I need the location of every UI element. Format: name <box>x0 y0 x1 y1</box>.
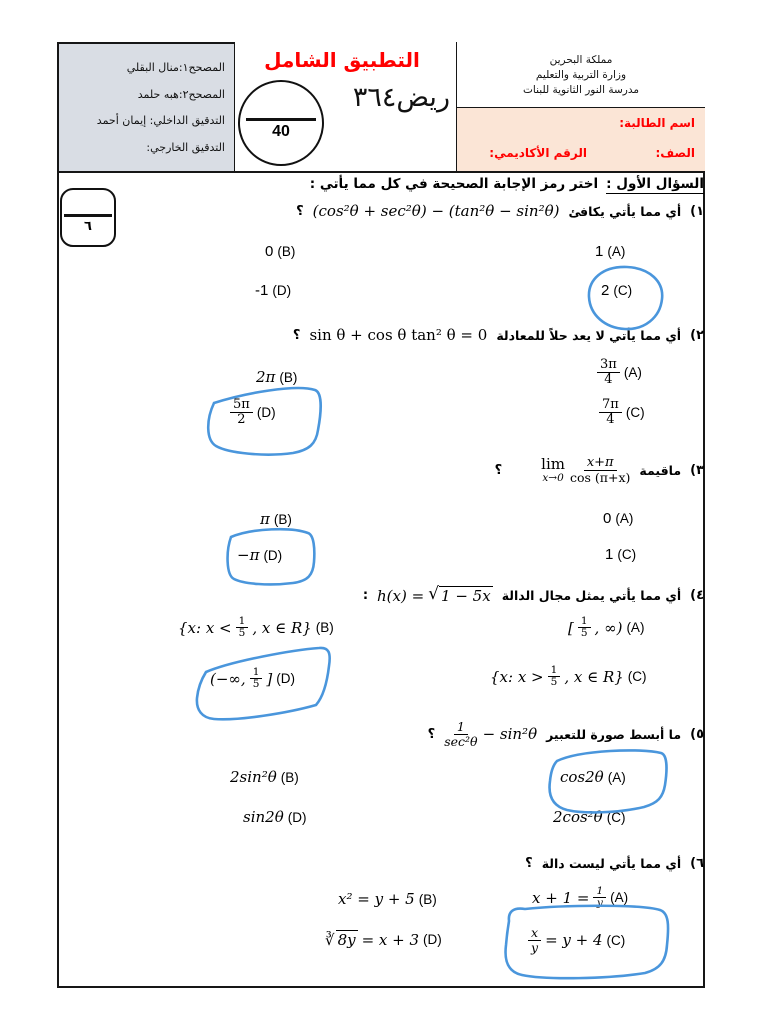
radical-sign: √ <box>428 584 440 604</box>
fraction-denominator: sec²θ <box>444 733 478 749</box>
option-letter: (B) <box>315 620 334 636</box>
q3-option-b <box>260 510 292 528</box>
q6-option-a <box>532 886 628 909</box>
ministry-line: وزارة التربية والتعليم <box>535 68 627 81</box>
option-value: 0 <box>265 243 274 260</box>
option-value: 2 <box>601 282 610 299</box>
option-suffix: ] <box>266 669 273 688</box>
option-value: −π <box>237 546 260 564</box>
q6-option-d <box>325 930 442 949</box>
expression-rest: − sin²θ <box>482 725 538 744</box>
fraction-denominator: 2 <box>237 412 246 428</box>
fraction-numerator: x <box>528 926 541 941</box>
option-letter: (B) <box>279 369 298 385</box>
limit-fraction <box>570 456 630 485</box>
question-score-box <box>60 188 116 247</box>
fraction-numerator: 1 <box>548 665 561 677</box>
option-value: 2sin²θ <box>230 768 277 786</box>
question-number: ٥) <box>690 726 704 742</box>
question-text: أي مما يأتي يمثل مجال الدالة <box>501 588 682 603</box>
question-math: sin θ + cos θ tan² θ = 0 <box>309 326 488 344</box>
option-letter: (B) <box>418 891 437 907</box>
total-mark: 40 <box>272 123 290 140</box>
option-letter: (D) <box>272 283 292 298</box>
option-fraction <box>593 886 606 909</box>
option-letter: (A) <box>607 244 626 259</box>
question-mark: ؟ <box>494 463 503 479</box>
option-letter: (D) <box>423 932 442 947</box>
question-number: ١) <box>690 203 704 219</box>
limit-expression <box>541 456 630 485</box>
fraction-denominator: 4 <box>606 412 615 428</box>
q6-option-b <box>338 890 437 908</box>
question-number: ٣) <box>690 463 704 479</box>
q2-option-a <box>597 358 642 388</box>
option-prefix: [ <box>568 618 574 637</box>
title-box <box>235 42 457 173</box>
option-fraction <box>548 665 561 688</box>
fraction-numerator: 1 <box>454 720 468 735</box>
option-value: cos2θ <box>560 768 604 786</box>
q4-option-d <box>210 667 295 690</box>
academic-number-label: الرقم الأكاديمي: <box>489 146 587 160</box>
option-value: 2π <box>256 368 276 386</box>
option-letter: (D) <box>276 671 295 687</box>
lim-word: lim <box>541 455 565 474</box>
fraction-numerator: 3π <box>597 358 620 373</box>
q1-option-a <box>595 243 625 260</box>
q5-option-a <box>560 768 626 786</box>
option-value: x² = y + 5 <box>338 890 415 908</box>
option-letter: (C) <box>617 547 637 562</box>
question-3-stem <box>495 456 704 485</box>
option-letter: (D) <box>256 405 276 421</box>
q5-option-c <box>553 808 625 826</box>
option-suffix: , ∞) <box>594 618 623 637</box>
radicand: 1 − 5x <box>441 587 491 605</box>
option-letter: (A) <box>610 890 629 906</box>
fraction-numerator: 1 <box>250 667 263 679</box>
option-value: sin2θ <box>243 808 284 826</box>
option-suffix: = x + 3 <box>361 930 420 949</box>
option-letter: (B) <box>273 511 292 527</box>
option-letter: (A) <box>623 365 642 381</box>
fraction-denominator: 5 <box>580 627 588 640</box>
fraction-numerator: 1 <box>236 616 249 628</box>
fraction-denominator: y <box>596 897 603 910</box>
fraction-denominator: 4 <box>604 372 613 388</box>
question-mark: ؟ <box>296 203 304 219</box>
fraction-denominator: cos (π+x) <box>570 470 631 486</box>
option-fraction <box>578 616 591 639</box>
exam-title: التطبيق الشامل <box>264 48 420 72</box>
fraction-numerator: 7π <box>599 398 622 413</box>
option-prefix: x + 1 = <box>532 888 590 907</box>
score-value: ٦ <box>84 219 92 234</box>
total-mark-circle <box>238 80 324 166</box>
question-text: أي مما يأتي ليست دالة <box>541 856 682 871</box>
q4-option-b <box>178 616 334 639</box>
question-mark: ؟ <box>427 726 436 742</box>
class-label: الصف: <box>655 146 695 160</box>
q4-option-a <box>568 616 644 639</box>
option-fraction <box>599 398 622 428</box>
option-letter: (C) <box>606 932 626 948</box>
q3-option-d <box>237 546 282 564</box>
score-divider-line <box>64 214 112 217</box>
option-suffix: = y + 4 <box>545 931 603 950</box>
mark-divider-line <box>246 118 316 121</box>
option-suffix: , x ∈ R} <box>252 618 312 637</box>
fraction-denominator: 5 <box>238 627 246 640</box>
expression-fraction <box>444 720 477 749</box>
section-heading <box>310 176 704 194</box>
q1-option-d <box>255 282 291 299</box>
graders-box <box>57 42 235 173</box>
fraction-denominator: 5 <box>550 676 558 689</box>
square-root <box>428 586 493 605</box>
q3-option-c <box>605 546 636 563</box>
question-text: أي مما يأتي يكافئ <box>568 203 682 219</box>
fraction-numerator: 1 <box>593 886 606 898</box>
fraction-denominator: 5 <box>252 678 260 691</box>
q4-option-c <box>490 665 647 688</box>
student-info-box <box>457 108 705 173</box>
option-suffix: , x ∈ R} <box>564 667 624 686</box>
question-number: ٢) <box>690 327 704 343</box>
q5-option-d <box>243 808 306 826</box>
option-letter: (B) <box>277 244 296 259</box>
question-2-stem <box>293 326 704 344</box>
section-instruction: اختر رمز الإجابة الصحيحة في كل مما يأتي : <box>309 176 599 192</box>
school-line: مدرسة النور الثانوية للبنات <box>523 83 639 96</box>
question-text: ما أبسط صورة للتعبير <box>546 726 682 742</box>
option-letter: (C) <box>606 809 626 825</box>
q2-option-c <box>599 398 645 428</box>
fraction-numerator: x+π <box>584 456 617 471</box>
option-value: -1 <box>255 282 269 299</box>
q3-option-a <box>603 510 633 527</box>
option-letter: (A) <box>615 511 634 526</box>
q5-option-b <box>230 768 299 786</box>
q6-option-c <box>528 926 625 955</box>
limit-operator <box>541 457 565 484</box>
option-letter: (C) <box>625 405 645 421</box>
option-value: π <box>260 510 270 528</box>
question-text: ماقيمة <box>639 463 682 479</box>
question-number: ٦) <box>690 856 704 871</box>
option-value: 1 <box>595 243 604 260</box>
option-letter: (D) <box>263 547 283 563</box>
option-fraction <box>597 358 620 388</box>
question-6-stem <box>525 856 704 871</box>
option-letter: (C) <box>627 669 647 685</box>
option-fraction <box>528 926 541 955</box>
cube-root-sign: ∛ <box>325 930 335 949</box>
option-value: 0 <box>603 510 612 527</box>
q1-option-c <box>601 282 632 299</box>
question-mark: ؟ <box>525 856 533 871</box>
expression <box>444 720 537 749</box>
lim-subscript: x→0 <box>542 472 564 485</box>
function-expression <box>377 586 493 605</box>
internal-audit: التدقيق الداخلي: إيمان أحمد <box>96 114 225 128</box>
question-1-stem <box>296 202 704 220</box>
option-letter: (D) <box>287 809 307 825</box>
student-name-label: اسم الطالبة: <box>619 116 695 130</box>
course-code: ريض٣٦٤ <box>352 82 450 113</box>
option-fraction <box>236 616 249 639</box>
option-letter: (A) <box>626 620 645 636</box>
fraction-numerator: 1 <box>578 616 591 628</box>
option-letter: (A) <box>607 769 626 785</box>
grader-2: المصحح٢:هبه حلمد <box>137 87 225 101</box>
fraction-numerator: 5π <box>230 398 253 413</box>
external-audit: التدقيق الخارجي: <box>146 140 225 154</box>
question-math: (cos²θ + sec²θ) − (tan²θ − sin²θ) <box>312 202 560 220</box>
section-title: السؤال الأول : <box>606 176 704 192</box>
option-letter: (C) <box>613 283 633 298</box>
question-number: ٤) <box>690 588 704 603</box>
option-value: 1 <box>605 546 614 563</box>
function-lhs: h(x) = <box>377 586 425 605</box>
question-4-stem <box>363 586 704 605</box>
ministry-box <box>457 42 705 108</box>
question-5-stem <box>428 720 704 749</box>
fraction-denominator: y <box>531 939 539 955</box>
option-prefix: (−∞, <box>210 669 246 688</box>
option-fraction <box>250 667 263 690</box>
grader-1: المصحح١:منال البقلي <box>126 61 225 75</box>
option-prefix: {x: x > <box>490 667 544 686</box>
q2-option-d <box>230 398 276 428</box>
q1-option-b <box>265 243 295 260</box>
kingdom-line: مملكة البحرين <box>549 53 613 66</box>
question-mark: ؟ <box>292 327 301 343</box>
q2-option-b <box>256 368 297 386</box>
question-text: أي مما يأتي لا يعد حلاً للمعادلة <box>496 327 682 343</box>
question-colon: : <box>362 588 369 603</box>
option-letter: (B) <box>280 769 299 785</box>
radicand: 8y <box>337 931 356 949</box>
option-value: 2cos²θ <box>553 808 603 826</box>
option-fraction <box>230 398 253 428</box>
option-prefix: {x: x < <box>178 618 232 637</box>
